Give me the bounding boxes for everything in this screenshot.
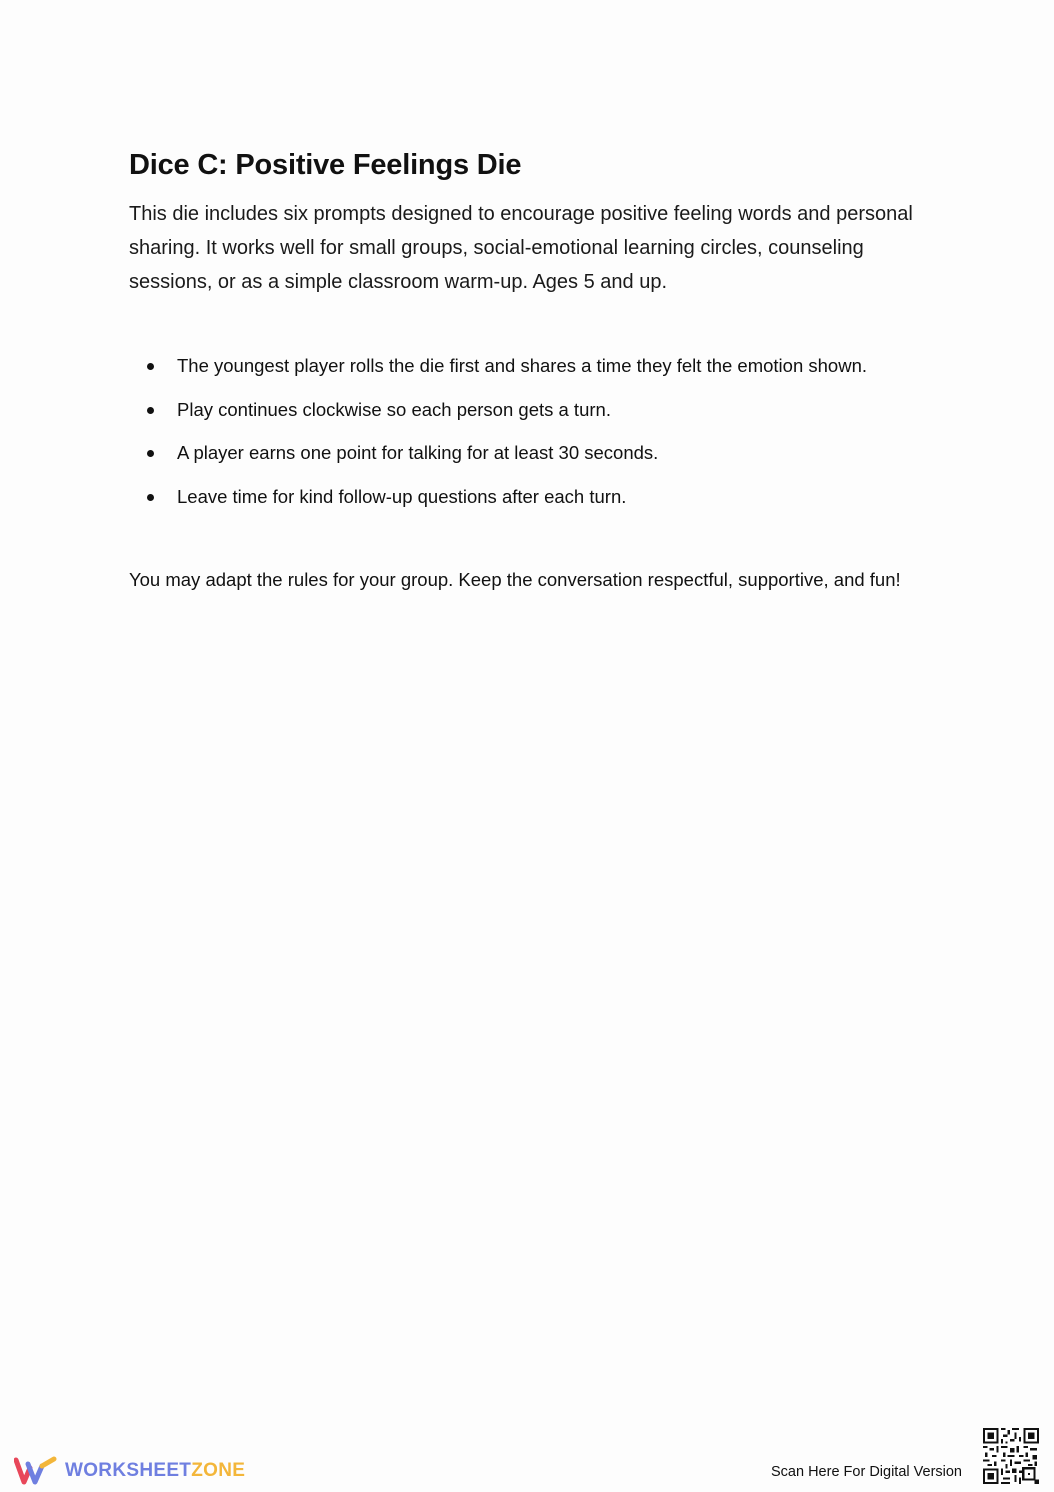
rule-text: The youngest player rolls the die first and shares a time they felt the emotion shown. [177,355,868,376]
brand-name-part2: ZONE [191,1460,246,1481]
bullet-icon [147,494,154,501]
rule-item [129,439,969,483]
rule-text: Leave time for kind follow-up questions after each turn. [177,485,627,507]
bullet-icon [147,407,154,414]
rule-item [129,396,969,440]
intro-paragraph: This die includes six prompts designed to encourage positive feeling words and personal sharing. It works well for small groups, social-emotional learning circles, counseling sessions, or as a simple classroom warm-up. Ages 5 and up. [129,203,913,293]
bullet-icon [147,450,154,457]
rule-item [129,352,969,396]
rules-list [129,352,969,526]
rule-text: A player earns one point for talking for at least 30 seconds. [177,442,659,463]
worksheetzone-logo-icon [14,1456,58,1486]
page-title: Dice C: Positive Feelings Die [129,149,522,181]
scan-label: Scan Here For Digital Version [771,1464,962,1480]
brand-name-part1: WORKSHEET [65,1460,192,1481]
brand-name [65,1460,245,1482]
bullet-icon [147,363,154,370]
closing-paragraph: You may adapt the rules for your group. Keep the conversation respectful, supportive, and fun! [129,569,901,590]
brand-logo[interactable] [14,1455,245,1487]
qr-code-icon[interactable] [983,1428,1039,1484]
rule-text: Play continues clockwise so each person gets a turn. [177,398,611,420]
rule-item [129,483,969,527]
